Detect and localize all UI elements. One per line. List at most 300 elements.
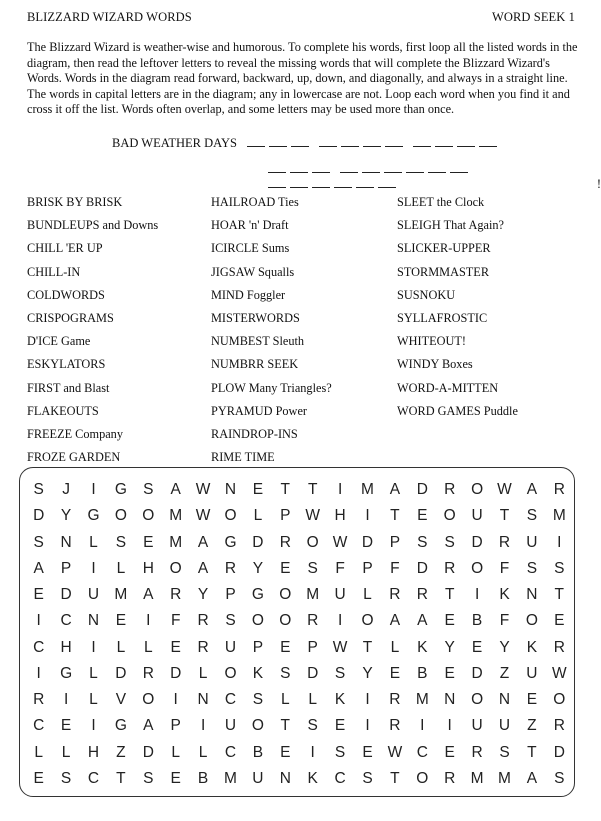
grid-letter[interactable]: A [143,717,154,735]
grid-letter[interactable]: E [444,612,455,630]
grid-letter[interactable]: C [87,769,100,787]
grid-letter[interactable]: G [224,533,237,551]
letter-blank[interactable] [384,162,402,173]
grid-letter[interactable]: S [554,769,565,787]
letter-blank[interactable] [319,136,337,147]
grid-letter[interactable]: N [498,691,511,709]
grid-letter[interactable]: E [334,717,346,735]
grid-letter[interactable]: O [224,507,237,525]
grid-letter[interactable]: E [170,638,181,656]
word-item[interactable]: CHILL 'ER UP [27,241,103,256]
grid-letter[interactable]: U [498,717,511,735]
letter-blank[interactable] [268,162,286,173]
grid-letter[interactable]: G [114,717,127,735]
grid-letter[interactable]: G [251,586,264,604]
grid-letter[interactable]: A [143,586,154,604]
grid-letter[interactable]: S [33,533,44,551]
grid-letter[interactable]: M [306,586,320,604]
word-item[interactable]: FIRST and Blast [27,380,110,395]
grid-letter[interactable]: N [87,612,100,630]
word-item[interactable]: CRISPOGRAMS [27,310,114,325]
grid-letter[interactable]: E [60,717,72,735]
grid-letter[interactable]: O [471,481,484,499]
grid-letter[interactable]: C [33,638,45,656]
letter-blank[interactable] [428,162,446,173]
grid-letter[interactable]: O [169,559,182,577]
grid-letter[interactable]: U [526,533,538,551]
grid-letter[interactable]: O [471,691,484,709]
grid-letter[interactable]: E [143,533,154,551]
grid-letter[interactable]: P [362,559,373,577]
grid-letter[interactable]: D [60,586,72,604]
grid-letter[interactable]: E [33,769,44,787]
grid-letter[interactable]: S [307,559,318,577]
grid-letter[interactable]: R [389,717,401,735]
grid-letter[interactable]: M [498,769,511,787]
grid-letter[interactable]: W [195,481,211,499]
grid-letter[interactable]: F [170,612,181,630]
word-item[interactable]: CHILL-IN [27,264,81,279]
word-item[interactable]: D'ICE Game [27,334,91,349]
word-item[interactable]: WORD GAMES Puddle [397,403,518,418]
grid-letter[interactable]: M [470,769,484,787]
grid-letter[interactable]: E [417,507,428,525]
grid-letter[interactable]: S [143,769,154,787]
grid-letter[interactable]: M [224,769,237,787]
grid-letter[interactable]: E [554,612,565,630]
word-item[interactable]: JIGSAW Squalls [211,264,295,279]
grid-letter[interactable]: F [499,559,510,577]
letter-blank[interactable] [450,162,468,173]
grid-letter[interactable]: R [279,533,291,551]
word-item[interactable]: HOAR 'n' Draft [211,218,289,233]
grid-letter[interactable]: S [33,481,44,499]
grid-letter[interactable]: U [224,717,237,735]
word-item[interactable]: COLDWORDS [27,287,105,302]
grid-letter[interactable]: A [197,559,209,577]
grid-letter[interactable]: L [143,638,153,656]
grid-letter[interactable]: B [471,612,483,630]
grid-letter[interactable]: I [337,481,343,499]
grid-letter[interactable]: C [224,743,237,761]
grid-letter[interactable]: U [471,507,483,525]
letter-blank[interactable] [291,136,309,147]
grid-letter[interactable]: S [499,743,510,761]
grid-letter[interactable]: W [332,533,348,551]
grid-letter[interactable]: O [443,507,456,525]
grid-letter[interactable]: M [415,691,429,709]
grid-letter[interactable]: D [252,533,264,551]
grid-letter[interactable]: R [197,612,209,630]
grid-letter[interactable]: S [280,664,291,682]
grid-letter[interactable]: R [224,559,237,577]
grid-letter[interactable]: S [334,664,346,682]
grid-letter[interactable]: K [499,586,510,604]
grid-letter[interactable]: R [389,586,401,604]
letter-blank[interactable] [406,162,424,173]
grid-letter[interactable]: R [553,717,565,735]
grid-letter[interactable]: S [334,743,346,761]
grid-letter[interactable]: U [224,638,237,656]
grid-letter[interactable]: B [417,664,428,682]
grid-letter[interactable]: E [280,743,291,761]
grid-letter[interactable]: L [116,559,126,577]
grid-letter[interactable]: A [417,612,428,630]
grid-letter[interactable]: O [361,612,374,630]
letter-grid[interactable] [25,477,573,792]
grid-letter[interactable]: F [335,559,345,577]
grid-letter[interactable]: O [142,507,155,525]
grid-letter[interactable]: C [224,691,237,709]
grid-letter[interactable]: R [197,638,209,656]
grid-letter[interactable]: O [251,612,264,630]
grid-letter[interactable]: P [225,586,236,604]
grid-letter[interactable]: U [471,717,483,735]
grid-letter[interactable]: N [224,481,237,499]
word-item[interactable]: NUMBRR SEEK [211,357,299,372]
grid-letter[interactable]: R [444,481,456,499]
grid-letter[interactable]: S [60,769,72,787]
grid-letter[interactable]: I [91,717,96,735]
grid-letter[interactable]: A [526,481,538,499]
grid-letter[interactable]: L [61,743,71,761]
grid-letter[interactable]: R [498,533,511,551]
grid-letter[interactable]: L [89,691,98,709]
grid-letter[interactable]: Y [252,559,264,577]
letter-blank[interactable] [413,136,431,147]
grid-letter[interactable]: E [389,664,401,682]
grid-letter[interactable]: D [115,664,127,682]
grid-letter[interactable]: N [444,691,456,709]
grid-letter[interactable]: S [554,559,565,577]
grid-letter[interactable]: O [279,612,292,630]
grid-letter[interactable]: I [63,691,69,709]
letter-blank[interactable] [385,136,403,147]
letter-blank[interactable] [479,136,497,147]
grid-letter[interactable]: R [389,691,401,709]
grid-letter[interactable]: Y [499,638,510,656]
grid-letter[interactable]: K [307,769,318,787]
grid-letter[interactable]: M [552,507,566,525]
grid-letter[interactable]: L [171,743,180,761]
grid-letter[interactable]: O [279,586,292,604]
letter-blank[interactable] [362,162,380,173]
grid-letter[interactable]: E [444,664,455,682]
grid-letter[interactable]: Y [362,664,373,682]
grid-letter[interactable]: K [417,638,428,656]
grid-letter[interactable]: R [170,586,182,604]
grid-letter[interactable]: O [142,691,155,709]
grid-letter[interactable]: Y [60,507,72,525]
grid-letter[interactable]: I [173,691,178,709]
letter-blank[interactable] [356,177,374,188]
grid-letter[interactable]: I [365,507,370,525]
grid-letter[interactable]: S [417,533,428,551]
grid-letter[interactable]: I [365,717,370,735]
answer-blanks-line-2[interactable] [258,162,594,192]
grid-letter[interactable]: D [416,559,428,577]
grid-letter[interactable]: R [553,481,565,499]
grid-letter[interactable]: E [170,769,181,787]
grid-letter[interactable]: U [87,586,100,604]
grid-letter[interactable]: E [444,743,455,761]
letter-blank[interactable] [247,136,265,147]
grid-letter[interactable]: E [526,691,538,709]
grid-letter[interactable]: T [499,507,510,525]
word-item[interactable]: ESKYLATORS [27,357,106,372]
word-item[interactable]: PLOW Many Triangles? [211,380,332,395]
grid-letter[interactable]: H [60,638,72,656]
grid-letter[interactable]: E [280,638,291,656]
grid-letter[interactable]: D [142,743,154,761]
grid-letter[interactable]: R [307,612,319,630]
word-item[interactable]: NUMBEST Sleuth [211,334,305,349]
grid-letter[interactable]: T [307,481,318,499]
grid-letter[interactable]: R [33,691,45,709]
grid-letter[interactable]: B [197,769,209,787]
grid-letter[interactable]: S [252,691,264,709]
word-item[interactable]: BRISK BY BRISK [27,195,123,209]
grid-letter[interactable]: P [60,559,72,577]
grid-letter[interactable]: R [142,664,154,682]
grid-letter[interactable]: K [334,691,346,709]
grid-letter[interactable]: J [62,481,70,499]
grid-letter[interactable]: N [197,691,209,709]
grid-letter[interactable]: A [389,481,401,499]
word-item[interactable]: RIME TIME [211,450,275,465]
grid-letter[interactable]: T [362,638,373,656]
grid-letter[interactable]: I [337,612,343,630]
grid-letter[interactable]: P [252,638,264,656]
grid-letter[interactable]: E [471,638,483,656]
letter-blank[interactable] [363,136,381,147]
grid-letter[interactable]: U [526,664,538,682]
grid-letter[interactable]: P [307,638,318,656]
grid-letter[interactable]: K [526,638,538,656]
grid-letter[interactable]: I [557,533,562,551]
grid-letter[interactable]: W [305,507,320,525]
word-item[interactable]: HAILROAD Ties [211,195,299,209]
grid-letter[interactable]: L [308,691,317,709]
grid-letter[interactable]: K [252,664,264,682]
letter-blank[interactable] [340,162,358,173]
grid-letter[interactable]: L [116,638,126,656]
answer-blanks-line-1[interactable] [237,136,497,151]
grid-letter[interactable]: I [365,691,370,709]
grid-letter[interactable]: S [362,769,373,787]
grid-letter[interactable]: W [551,664,567,682]
grid-letter[interactable]: I [200,717,206,735]
grid-letter[interactable]: U [334,586,346,604]
grid-letter[interactable]: T [116,769,126,787]
letter-blank[interactable] [290,162,308,173]
grid-letter[interactable]: L [89,533,98,551]
grid-letter[interactable]: H [87,743,100,761]
grid-letter[interactable]: D [361,533,374,551]
grid-letter[interactable]: G [60,664,73,682]
letter-blank[interactable] [290,177,308,188]
grid-letter[interactable]: U [252,769,264,787]
grid-letter[interactable]: S [225,612,236,630]
grid-letter[interactable]: I [91,481,96,499]
letter-blank[interactable] [269,136,287,147]
word-item[interactable]: WORD-A-MITTEN [397,380,499,395]
grid-letter[interactable]: L [280,691,290,709]
grid-letter[interactable]: D [416,481,428,499]
grid-letter[interactable]: A [170,481,181,499]
grid-letter[interactable]: R [553,638,565,656]
word-item[interactable]: MISTERWORDS [211,310,300,325]
grid-letter[interactable]: O [114,507,127,525]
grid-letter[interactable]: B [252,743,264,761]
grid-letter[interactable]: T [444,586,455,604]
grid-letter[interactable]: A [197,533,209,551]
word-item[interactable]: PYRAMUD Power [211,403,307,418]
grid-letter[interactable]: E [115,612,127,630]
grid-letter[interactable]: D [33,507,45,525]
grid-letter[interactable]: P [170,717,181,735]
word-item[interactable]: WHITEOUT! [397,334,466,349]
grid-letter[interactable]: A [389,612,401,630]
letter-blank[interactable] [435,136,453,147]
word-item[interactable]: STORMMASTER [397,264,490,279]
grid-letter[interactable]: D [553,743,565,761]
grid-letter[interactable]: O [525,612,538,630]
grid-letter[interactable]: E [33,586,44,604]
grid-letter[interactable]: C [334,769,346,787]
grid-letter[interactable]: R [444,559,456,577]
grid-letter[interactable]: E [252,481,264,499]
grid-letter[interactable]: M [169,533,183,551]
grid-letter[interactable]: D [170,664,182,682]
grid-letter[interactable]: E [362,743,373,761]
grid-letter[interactable]: M [114,586,128,604]
grid-letter[interactable]: Y [444,638,455,656]
grid-letter[interactable]: S [115,533,127,551]
letter-blank[interactable] [312,162,330,173]
grid-letter[interactable]: C [60,612,72,630]
grid-letter[interactable]: C [33,717,45,735]
letter-blank[interactable] [341,136,359,147]
grid-letter[interactable]: I [91,638,96,656]
grid-letter[interactable]: A [33,559,44,577]
grid-letter[interactable]: F [390,559,400,577]
grid-letter[interactable]: P [389,533,401,551]
grid-letter[interactable]: O [553,691,566,709]
grid-letter[interactable]: S [444,533,455,551]
grid-letter[interactable]: T [280,481,291,499]
grid-letter[interactable]: O [306,533,319,551]
word-item[interactable]: MIND Foggler [211,287,286,302]
grid-letter[interactable]: Z [116,743,126,761]
grid-letter[interactable]: G [87,507,100,525]
grid-letter[interactable]: H [142,559,154,577]
grid-letter[interactable]: R [416,586,428,604]
grid-letter[interactable]: L [34,743,43,761]
grid-letter[interactable]: L [198,664,208,682]
grid-letter[interactable]: S [526,507,538,525]
grid-letter[interactable]: L [89,664,98,682]
word-item[interactable]: BUNDLEUPS and Downs [27,218,159,233]
grid-letter[interactable]: F [499,612,510,630]
grid-letter[interactable]: P [280,507,291,525]
letter-blank[interactable] [457,136,475,147]
grid-letter[interactable]: Z [527,717,537,735]
grid-letter[interactable]: N [526,586,538,604]
letter-blank[interactable] [378,177,396,188]
word-item[interactable]: SLEET the Clock [397,195,485,209]
letter-blank[interactable] [312,177,330,188]
grid-letter[interactable]: H [334,507,346,525]
grid-letter[interactable]: Z [499,664,510,682]
grid-letter[interactable]: T [390,769,400,787]
grid-letter[interactable]: Y [197,586,209,604]
grid-letter[interactable]: L [363,586,372,604]
grid-letter[interactable]: M [361,481,374,499]
grid-letter[interactable]: W [332,638,348,656]
grid-letter[interactable]: S [307,717,318,735]
grid-letter[interactable]: T [527,743,537,761]
letter-blank[interactable] [334,177,352,188]
grid-letter[interactable]: L [390,638,400,656]
grid-letter[interactable]: T [554,586,565,604]
grid-letter[interactable]: O [471,559,484,577]
grid-letter[interactable]: W [497,481,512,499]
grid-letter[interactable]: I [474,586,480,604]
grid-letter[interactable]: O [416,769,429,787]
grid-letter[interactable]: I [146,612,151,630]
letter-blank[interactable] [268,177,286,188]
grid-letter[interactable]: I [91,559,96,577]
grid-letter[interactable]: C [416,743,428,761]
grid-letter[interactable]: D [471,664,483,682]
grid-letter[interactable]: D [471,533,483,551]
grid-letter[interactable]: L [253,507,263,525]
grid-letter[interactable]: L [198,743,208,761]
grid-letter[interactable]: T [280,717,291,735]
word-item[interactable]: SLICKER-UPPER [397,241,491,256]
word-item[interactable]: WINDY Boxes [397,357,473,372]
word-item[interactable]: ICIRCLE Sums [211,241,290,256]
grid-letter[interactable]: I [36,664,41,682]
word-item[interactable]: SLEIGH That Again? [397,218,505,233]
grid-letter[interactable]: E [280,559,291,577]
word-item[interactable]: FROZE GARDEN [27,450,121,465]
grid-letter[interactable]: R [471,743,483,761]
grid-letter[interactable]: V [115,691,127,709]
grid-letter[interactable]: N [279,769,291,787]
grid-letter[interactable]: W [387,743,403,761]
grid-letter[interactable]: I [310,743,315,761]
grid-letter[interactable]: O [224,664,237,682]
word-item[interactable]: FREEZE Company [27,426,123,441]
grid-letter[interactable]: G [114,481,127,499]
grid-letter[interactable]: S [526,559,538,577]
grid-letter[interactable]: A [526,769,538,787]
grid-letter[interactable]: D [307,664,319,682]
grid-letter[interactable]: T [390,507,400,525]
word-item[interactable]: RAINDROP-INS [211,426,298,441]
word-item[interactable]: SYLLAFROSTIC [397,310,488,325]
grid-letter[interactable]: I [447,717,452,735]
grid-letter[interactable]: I [36,612,41,630]
grid-letter[interactable]: R [444,769,456,787]
grid-letter[interactable]: M [169,507,183,525]
grid-letter[interactable]: N [60,533,72,551]
grid-letter[interactable]: S [143,481,154,499]
grid-letter[interactable]: O [251,717,264,735]
grid-letter[interactable]: I [420,717,425,735]
